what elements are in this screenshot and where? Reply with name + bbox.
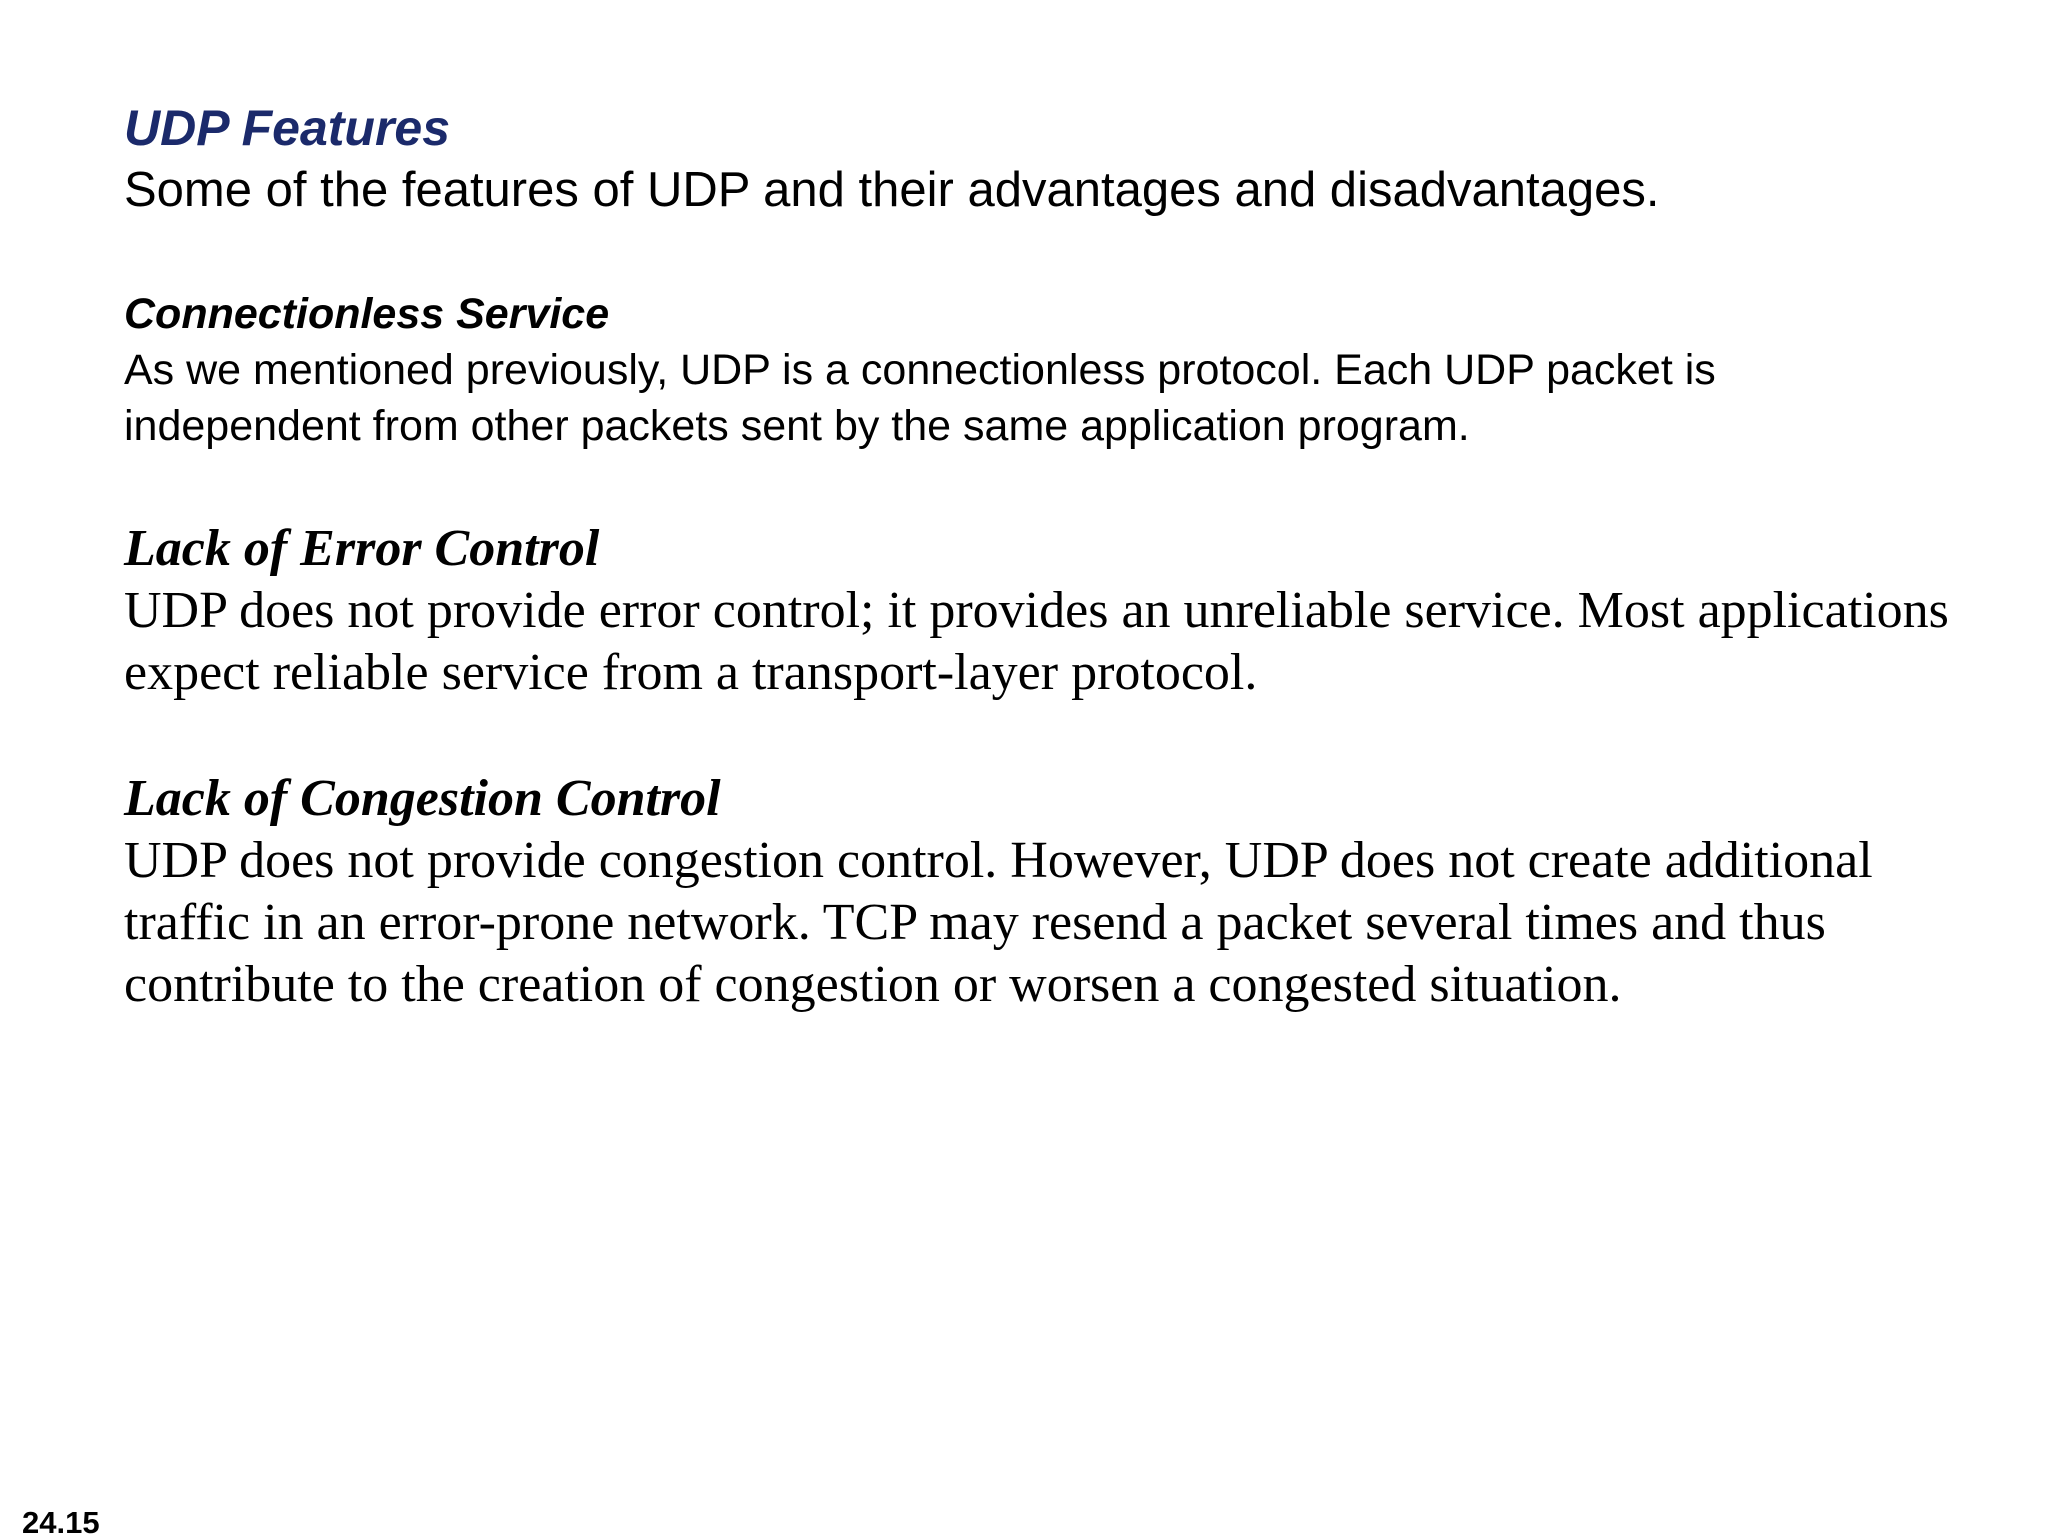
body-line: UDP does not provide error control; it provides an unreliable service. Most applications: [124, 582, 1949, 639]
section-connectionless-service: [124, 288, 1984, 454]
section-lack-of-congestion-control: [124, 768, 1984, 1016]
section-body: [124, 342, 1924, 454]
section-lack-of-error-control: [124, 518, 1984, 704]
section-heading: Lack of Error Control: [124, 520, 600, 577]
section-heading: Lack of Congestion Control: [124, 770, 721, 827]
section-body: [124, 830, 1984, 1016]
page-number: 24.15: [22, 1505, 100, 1536]
body-line: As we mentioned previously, UDP is a connectionless protocol. Each UDP packet is: [124, 346, 1716, 394]
body-line: traffic in an error-prone network. TCP may resend a packet several times and thus: [124, 894, 1826, 951]
body-line: UDP does not provide congestion control. However, UDP does not create additional: [124, 832, 1873, 889]
slide-content: [124, 98, 1984, 1016]
section-body: [124, 580, 1984, 704]
body-line: contribute to the creation of congestion or worsen a congested situation.: [124, 956, 1622, 1013]
slide-subtitle: Some of the features of UDP and their advantages and disadvantages.: [124, 163, 1660, 217]
body-line: expect reliable service from a transport-layer protocol.: [124, 644, 1258, 701]
section-heading: Connectionless Service: [124, 290, 610, 338]
body-line: independent from other packets sent by the same application program.: [124, 402, 1470, 450]
slide-title: UDP Features: [124, 100, 451, 156]
